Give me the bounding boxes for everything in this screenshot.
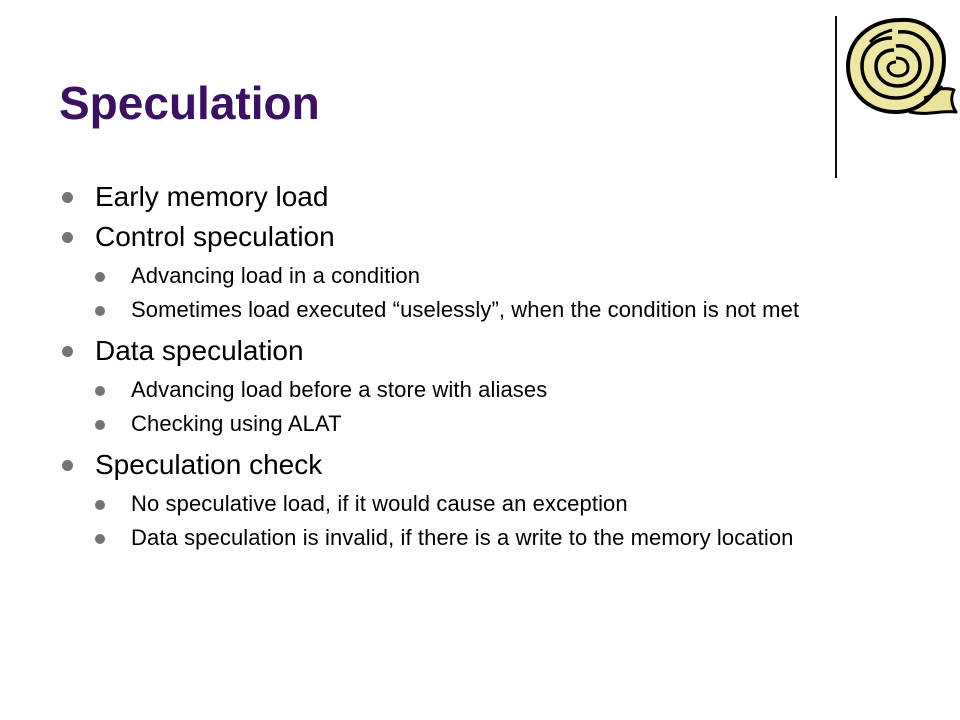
sub-bullet-item — [131, 263, 871, 289]
vertical-divider — [835, 16, 837, 178]
bullet-icon — [62, 460, 73, 471]
bullet-item — [60, 333, 880, 369]
bullet-list — [60, 179, 880, 551]
sub-bullet-icon — [95, 500, 105, 510]
bullet-text: Data speculation — [95, 335, 304, 366]
slide-title: Speculation — [59, 77, 320, 129]
sub-bullet-text: Sometimes load executed “uselessly”, when the condition is not met — [131, 297, 800, 322]
sub-bullet-icon — [95, 534, 105, 544]
sub-bullet-item — [131, 411, 871, 437]
sub-bullet-text: Data speculation is invalid, if there is a write to the memory location — [131, 525, 794, 550]
sub-bullet-text: Advancing load before a store with aliases — [131, 377, 548, 402]
sub-bullet-icon — [95, 420, 105, 430]
bullet-item — [60, 219, 880, 255]
bullet-icon — [62, 346, 73, 357]
bullet-icon — [62, 232, 73, 243]
sub-bullet-icon — [95, 306, 105, 316]
sub-bullet-item — [131, 297, 871, 323]
bullet-icon — [62, 192, 73, 203]
bullet-item — [60, 179, 880, 215]
sub-bullet-text: Checking using ALAT — [131, 411, 342, 436]
bullet-item — [60, 447, 880, 483]
sub-bullet-text: No speculative load, if it would cause an exception — [131, 491, 628, 516]
sub-bullet-item — [131, 491, 871, 517]
bullet-text: Early memory load — [95, 181, 329, 212]
scroll-icon — [840, 12, 958, 120]
bullet-text: Speculation check — [95, 449, 323, 480]
sub-bullet-item — [131, 525, 871, 551]
sub-bullet-icon — [95, 386, 105, 396]
sub-bullet-item — [131, 377, 871, 403]
bullet-text: Control speculation — [95, 221, 335, 252]
sub-bullet-icon — [95, 272, 105, 282]
sub-bullet-text: Advancing load in a condition — [131, 263, 421, 288]
